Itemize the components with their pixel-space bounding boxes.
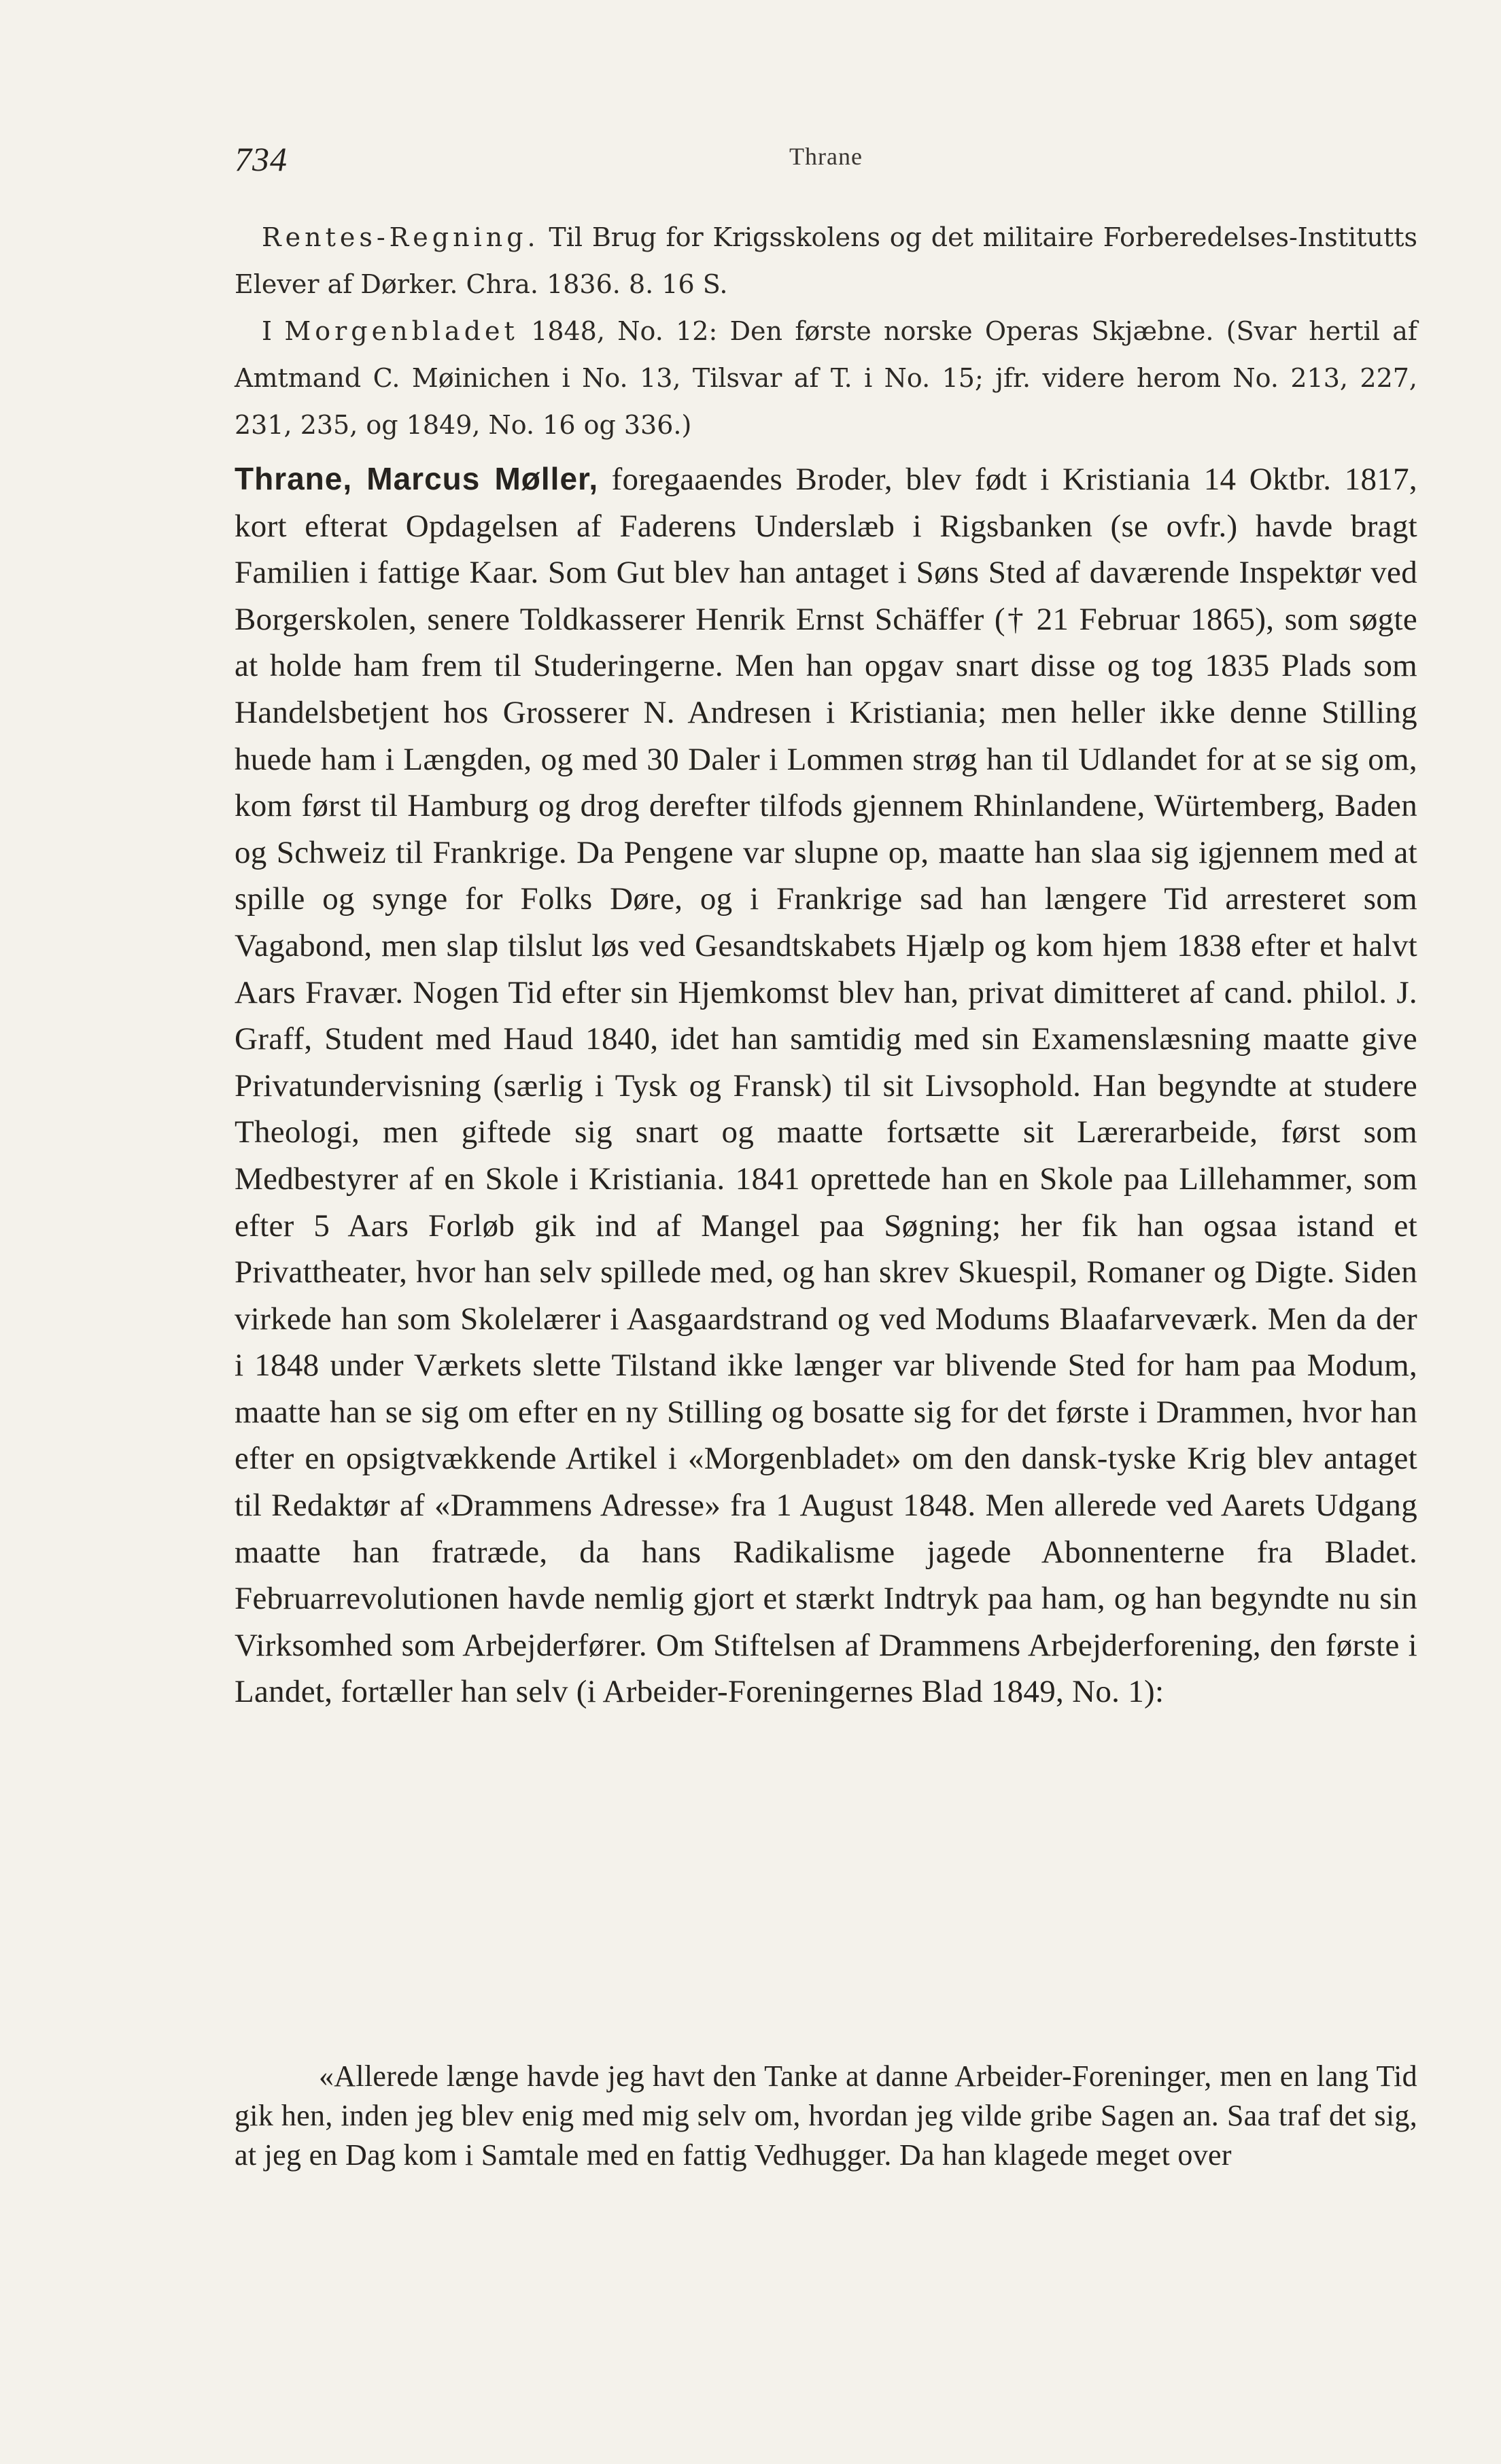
bibliography-block <box>235 214 1417 449</box>
quotation-block <box>235 2057 1417 2175</box>
bibliography-entry <box>235 308 1417 449</box>
article-text <box>235 456 1417 1715</box>
page-header <box>235 139 1417 194</box>
article-headword: Thrane, Marcus Møller, <box>235 461 599 496</box>
bibliography-details: Til Brug for Krigsskolens og det militaire Forberedelses-Institutts Elever af Dørker. Chra. 1836. 8. 16 S. <box>235 222 1417 299</box>
bibliography-title: Rentes-Regning. <box>262 222 540 252</box>
article-body: foregaaendes Broder, blev født i Kristiania 14 Oktbr. 1817, kort efterat Opdagelsen af Faderens Underslæb i Rigsbanken (se ovfr.) havde bragt Familien i fattige Kaar. Som Gut blev han antaget i Søns Sted af daværende Inspektør ved Borgerskolen, senere Toldkasserer Henrik Ernst Schäffer († 21 Februar 1865), som søgte at holde ham frem til Studeringerne. Men han opgav snart disse og tog 1835 Plads som Handelsbetjent hos Grosserer N. Andresen i Kristiania; men heller ikke denne Stilling huede ham i Længden, og med 30 Daler i Lommen strøg han til Udlandet for at se sig om, kom først til Hamburg og drog derefter tilfods gjennem Rhinlandene, Würtemberg, Baden og Schweiz til Frankrige. Da Pengene var slupne op, maatte han slaa sig igjennem med at spille og synge for Folks Døre, og i Frankrige sad han længere Tid arresteret som Vagabond, men slap tilslut løs ved Gesandtskabets Hjælp og kom hjem 1838 efter et halvt Aars Fravær. Nogen Tid efter sin Hjemkomst blev han, privat dimitteret af cand. philol. J. Graff, Student med Haud 1840, idet han samtidig med sin Examenslæsning maatte give Privatundervisning (særlig i Tysk og Fransk) til sit Livsophold. Han begyndte at studere Theologi, men giftede sig snart og maatte fortsætte sit Lærerarbeide, først som Medbestyrer af en Skole i Kristiania. 1841 oprettede han en Skole paa Lillehammer, som efter 5 Aars Forløb gik ind af Mangel paa Søgning; her fik han ogsaa istand et Privattheater, hvor han selv spillede med, og han skrev Skuespil, Romaner og Digte. Siden virkede han som Skolelærer i Aasgaardstrand og ved Modums Blaafarveværk. Men da der i 1848 under Værkets slette Tilstand ikke længer var blivende Sted for ham paa Modum, maatte han se sig om efter en ny Stilling og bosatte sig for det første i Drammen, hvor han efter en opsigtvækkende Artikel i «Morgenbladet» om den dansk-tyske Krig blev antaget til Redaktør af «Drammens Adresse» fra 1 August 1848. Men allerede ved Aarets Udgang maatte han fratræde, da hans Radikalisme jagede Abonnenterne fra Bladet. Februarrevolutionen havde nemlig gjort et stærkt Indtryk paa ham, og han begyndte nu sin Virksomhed som Arbejderfører. Om Stiftelsen af Drammens Arbejderforening, den første i Landet, fortæller han selv (i Arbeider-Foreningernes Blad 1849, No. 1): <box>235 462 1417 1710</box>
quotation-text: «Allerede længe havde jeg havt den Tanke at danne Arbeider-Foreninger, men en lang Tid gik hen, inden jeg blev enig med mig selv om, hvordan jeg vilde gribe Sagen an. Saa traf det sig, at jeg en Dag kom i Samtale med en fattig Vedhugger. Da han klagede meget over <box>235 2059 1417 2172</box>
bibliography-prefix: I <box>262 316 273 346</box>
article-paragraph <box>235 456 1417 1715</box>
bibliography-title: Morgenbladet <box>284 316 519 346</box>
running-head: Thrane <box>789 143 863 170</box>
bibliography-entry <box>235 214 1417 308</box>
page-number: 734 <box>235 140 288 178</box>
bibliography-details: 1848, No. 12: Den første norske Operas Skjæbne. (Svar hertil af Amtmand C. Møinichen i No. 13, Tilsvar af T. i No. 15; jfr. videre herom No. 213, 227, 231, 235, og 1849, No. 16 og 336.) <box>235 316 1417 440</box>
